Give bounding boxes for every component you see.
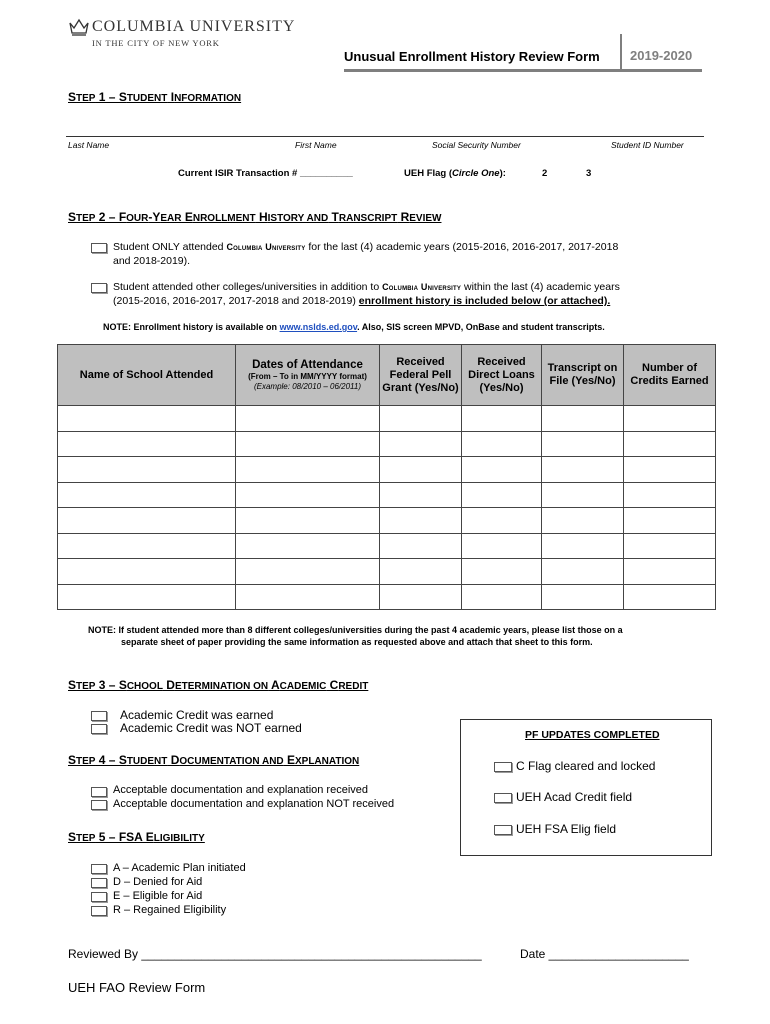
last-name-label: Last Name xyxy=(68,140,110,150)
credit-earned-label: Academic Credit was earned xyxy=(120,708,274,722)
cell-dates[interactable] xyxy=(236,482,380,508)
academic-plan-label: A – Academic Plan initiated xyxy=(113,862,246,874)
cell-dates[interactable] xyxy=(236,559,380,585)
academic-plan-checkbox[interactable] xyxy=(91,864,107,874)
cell-pell[interactable] xyxy=(380,584,462,610)
ueh-flag-option-2[interactable]: 2 xyxy=(542,168,548,179)
denied-aid-label: D – Denied for Aid xyxy=(113,876,203,888)
step4-heading: STEP 4 – STUDENT DOCUMENTATION AND EXPLANATION xyxy=(68,753,360,767)
cell-school-name[interactable] xyxy=(58,406,236,432)
table-row xyxy=(58,584,716,610)
credit-not-earned-checkbox[interactable] xyxy=(91,724,107,734)
col-transcript: Transcript on File (Yes/No) xyxy=(542,345,624,406)
col-pell-grant: Received Federal Pell Grant (Yes/No) xyxy=(380,345,462,406)
cell-credits[interactable] xyxy=(624,559,716,585)
cell-loans[interactable] xyxy=(462,431,542,457)
regained-eligibility-label: R – Regained Eligibility xyxy=(113,904,227,916)
cell-transcript[interactable] xyxy=(542,482,624,508)
c-flag-checkbox[interactable] xyxy=(494,762,512,772)
student-id-label: Student ID Number xyxy=(611,140,684,150)
cell-dates[interactable] xyxy=(236,406,380,432)
cell-dates[interactable] xyxy=(236,457,380,483)
crown-logo-icon xyxy=(68,17,90,37)
step2-heading: STEP 2 – FOUR-YEAR ENROLLMENT HISTORY AND TRANSCRIPT REVIEW xyxy=(68,210,442,224)
acad-credit-field-label: UEH Acad Credit field xyxy=(516,790,633,804)
cell-school-name[interactable] xyxy=(58,533,236,559)
cell-dates[interactable] xyxy=(236,533,380,559)
col-dates-attendance: Dates of Attendance (From – To in MM/YYYY format) (Example: 08/2010 – 06/2011) xyxy=(236,345,380,406)
doc-received-label: Acceptable documentation and explanation received xyxy=(113,784,369,796)
cell-credits[interactable] xyxy=(624,508,716,534)
cell-dates[interactable] xyxy=(236,584,380,610)
c-flag-label: C Flag cleared and locked xyxy=(516,759,656,773)
cell-transcript[interactable] xyxy=(542,406,624,432)
denied-aid-checkbox[interactable] xyxy=(91,878,107,888)
cell-school-name[interactable] xyxy=(58,559,236,585)
cell-credits[interactable] xyxy=(624,533,716,559)
cell-transcript[interactable] xyxy=(542,584,624,610)
cell-school-name[interactable] xyxy=(58,482,236,508)
table-row xyxy=(58,431,716,457)
cell-pell[interactable] xyxy=(380,457,462,483)
form-title: Unusual Enrollment History Review Form xyxy=(344,49,600,64)
pf-updates-title: PF UPDATES COMPLETED xyxy=(525,729,660,741)
cell-transcript[interactable] xyxy=(542,533,624,559)
eligible-aid-label: E – Eligible for Aid xyxy=(113,890,203,902)
table-row xyxy=(58,508,716,534)
cell-dates[interactable] xyxy=(236,508,380,534)
cell-loans[interactable] xyxy=(462,406,542,432)
ueh-flag-option-3[interactable]: 3 xyxy=(586,168,592,179)
enrollment-history-table xyxy=(57,344,716,610)
cell-credits[interactable] xyxy=(624,482,716,508)
cell-transcript[interactable] xyxy=(542,508,624,534)
table-header-row xyxy=(58,345,716,406)
table-row xyxy=(58,406,716,432)
cell-loans[interactable] xyxy=(462,508,542,534)
cell-loans[interactable] xyxy=(462,584,542,610)
credit-not-earned-label: Academic Credit was NOT earned xyxy=(120,721,302,735)
acad-credit-field-checkbox[interactable] xyxy=(494,793,512,803)
other-colleges-checkbox[interactable] xyxy=(91,283,107,293)
bottom-note-line1: NOTE: If student attended more than 8 different colleges/universities during the past 4 academic years, please list those on a xyxy=(88,625,623,635)
cell-credits[interactable] xyxy=(624,457,716,483)
form-name-footer: UEH FAO Review Form xyxy=(68,980,206,995)
cell-school-name[interactable] xyxy=(58,431,236,457)
cell-pell[interactable] xyxy=(380,533,462,559)
cell-credits[interactable] xyxy=(624,584,716,610)
cell-dates[interactable] xyxy=(236,431,380,457)
only-columbia-option: Student ONLY attended Columbia University for the last (4) academic years (2015-2016, 2016-2017, 2017-2018 xyxy=(113,241,619,253)
other-colleges-option: Student attended other colleges/universities in addition to Columbia University within the last (4) academic years xyxy=(113,281,620,293)
credit-earned-checkbox[interactable] xyxy=(91,711,107,721)
title-underline xyxy=(344,69,702,72)
cell-school-name[interactable] xyxy=(58,457,236,483)
cell-pell[interactable] xyxy=(380,559,462,585)
ueh-flag-label: UEH Flag (Circle One): xyxy=(404,168,506,179)
doc-not-received-checkbox[interactable] xyxy=(91,800,107,810)
cell-transcript[interactable] xyxy=(542,431,624,457)
only-columbia-checkbox[interactable] xyxy=(91,243,107,253)
col-direct-loans: Received Direct Loans (Yes/No) xyxy=(462,345,542,406)
student-info-line[interactable] xyxy=(66,136,704,137)
cell-loans[interactable] xyxy=(462,559,542,585)
table-row xyxy=(58,457,716,483)
cell-loans[interactable] xyxy=(462,457,542,483)
cell-pell[interactable] xyxy=(380,406,462,432)
cell-loans[interactable] xyxy=(462,533,542,559)
university-name: COLUMBIA UNIVERSITY xyxy=(92,18,296,35)
nslds-note: NOTE: Enrollment history is available on www.nslds.ed.gov. Also, SIS screen MPVD, OnBase and student transcripts. xyxy=(103,322,605,332)
bottom-note-line2: separate sheet of paper providing the same information as requested above and attach that sheet to this form. xyxy=(121,637,593,647)
cell-pell[interactable] xyxy=(380,508,462,534)
form-year: 2019-2020 xyxy=(630,48,693,63)
regained-eligibility-checkbox[interactable] xyxy=(91,906,107,916)
nslds-link[interactable]: www.nslds.ed.gov xyxy=(279,322,358,332)
cell-school-name[interactable] xyxy=(58,584,236,610)
only-columbia-option-line2: and 2018-2019). xyxy=(113,255,191,267)
step5-heading: STEP 5 – FSA ELIGIBILITY xyxy=(68,830,205,844)
first-name-label: First Name xyxy=(295,140,337,150)
cell-loans[interactable] xyxy=(462,482,542,508)
other-colleges-option-line2: (2015-2016, 2016-2017, 2017-2018 and 2018-2019) enrollment history is included below (or attached). xyxy=(113,295,611,307)
fsa-elig-field-checkbox[interactable] xyxy=(494,825,512,835)
cell-school-name[interactable] xyxy=(58,508,236,534)
table-row xyxy=(58,482,716,508)
cell-transcript[interactable] xyxy=(542,559,624,585)
col-school-name: Name of School Attended xyxy=(58,345,236,406)
step1-heading: STEP 1 – STUDENT INFORMATION xyxy=(68,90,242,104)
fsa-elig-field-label: UEH FSA Elig field xyxy=(516,822,617,836)
cell-credits[interactable] xyxy=(624,406,716,432)
table-row xyxy=(58,559,716,585)
cell-pell[interactable] xyxy=(380,482,462,508)
cell-credits[interactable] xyxy=(624,431,716,457)
eligible-aid-checkbox[interactable] xyxy=(91,892,107,902)
university-subtitle: IN THE CITY OF NEW YORK xyxy=(92,38,220,48)
doc-not-received-label: Acceptable documentation and explanation NOT received xyxy=(113,798,395,810)
reviewed-by-field[interactable]: Reviewed By ___________________________________________________ xyxy=(68,947,482,961)
cell-transcript[interactable] xyxy=(542,457,624,483)
date-field[interactable]: Date _____________________ xyxy=(520,947,689,961)
step3-heading: STEP 3 – SCHOOL DETERMINATION ON ACADEMIC CREDIT xyxy=(68,678,369,692)
isir-transaction-field[interactable]: Current ISIR Transaction # __________ xyxy=(178,168,353,179)
col-credits-earned: Number of Credits Earned xyxy=(624,345,716,406)
title-divider xyxy=(620,34,622,70)
table-row xyxy=(58,533,716,559)
ssn-label: Social Security Number xyxy=(432,140,521,150)
cell-pell[interactable] xyxy=(380,431,462,457)
doc-received-checkbox[interactable] xyxy=(91,787,107,797)
